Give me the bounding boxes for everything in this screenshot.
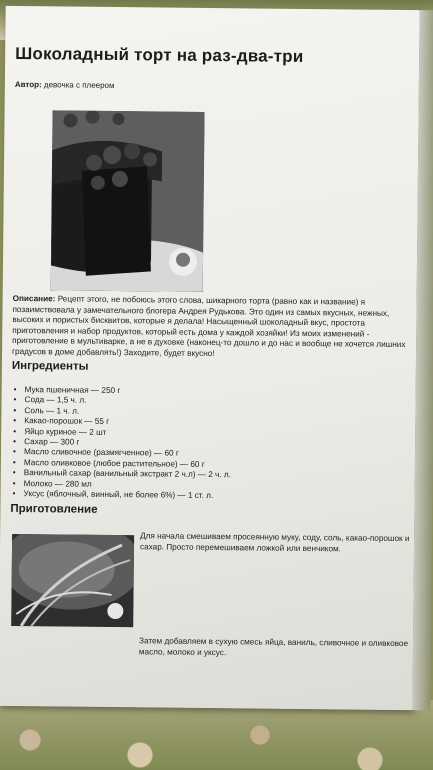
ingredient-item: • Яйцо куриное — 2 шт [13,427,231,440]
ingredient-item: • Сахар — 300 г [13,437,231,450]
ingredient-item: • Масло оливковое (любое растительное) — 60 г [13,458,231,471]
ingredient-item: • Сода — 1,5 ч. л. [13,395,231,408]
tablecloth-bottom [0,700,433,770]
ingredient-item: • Масло сливочное (размягченное) — 60 г [13,447,231,460]
preparation-heading: Приготовление [10,502,98,516]
recipe-description [12,294,413,362]
sheet-shadow-edge [412,10,433,710]
recipe-title: Шоколадный торт на раз-два-три [15,43,304,66]
ingredient-item: • Ванильный сахар (ванильный экстракт 2 ч.л) — 2 ч. л. [13,468,231,481]
preparation-step: Затем добавляем в сухую смесь яйца, ваниль, сливочное и оливковое масло, молоко и уксус. [138,636,409,657]
cake-photo-drawing [51,110,205,292]
ingredients-heading: Ингредиенты [11,359,89,373]
mixing-bowl-photo [11,534,134,627]
description-label: Описание: [12,293,56,304]
recipe-author [15,80,115,90]
printed-recipe-sheet [0,6,420,710]
author-label: Автор: [14,79,42,90]
cake-photo [51,110,205,292]
ingredient-item: • Уксус (яблочный, винный, не более 6%) — 1 ст. л. [13,489,231,502]
ingredient-item: • Молоко — 280 мл [13,479,231,492]
author-name: девочка с плеером [43,80,115,90]
preparation-step: Для начала смешиваем просеянную муку, соду, соль, какао-порошок и сахар. Просто перемешиваем ложкой или венчиком. [139,531,410,553]
ingredient-item: • Соль — 1 ч. л. [13,406,231,419]
ingredient-item: • Какао-порошок — 55 г [13,416,231,429]
ingredient-item: • Мука пшеничная — 250 г [14,385,232,398]
ingredients-list [13,385,232,502]
mixing-bowl-drawing [11,534,134,627]
description-text: Рецепт этого, не побоюсь этого слова, шикарного торта (равно как и название) я позаимствовала у замечательного блогера Андрея Рудькова. Это один из самых вкусных, нежных, высоких и пористых бисквитов, которые я делала! Насыщенный шоколадный вкус, простота приготовления и набор продуктов, который есть дома у каждой хозяйки! Из моих изменений - приготовление в мультиварке, а не в духовке (наконец-то дошло и до нас и вообще не хочется лишних градусов в доме добавлять!) Заходите, будет вкусно! [12,294,406,359]
